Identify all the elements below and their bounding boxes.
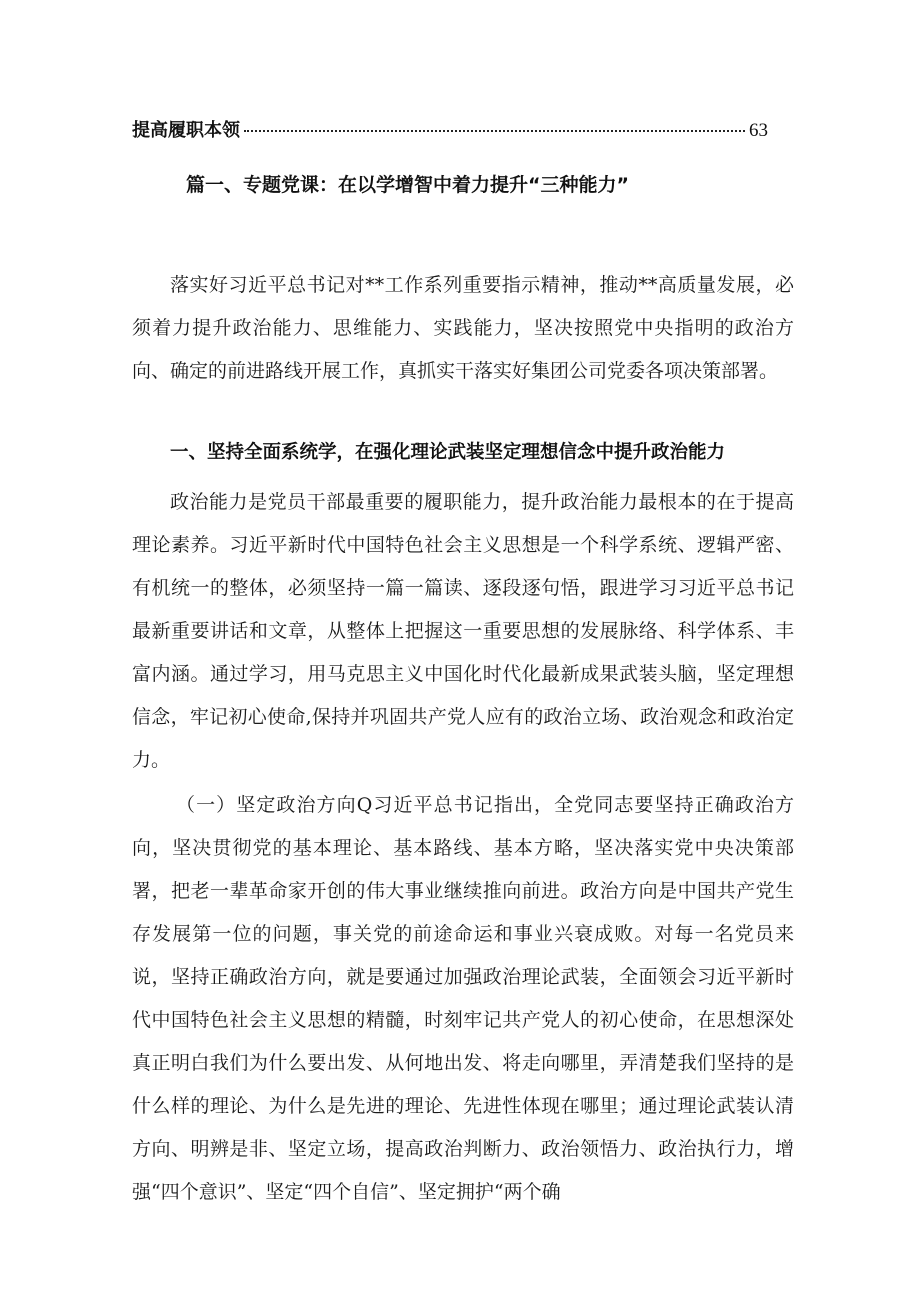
toc-entry-title: 提高履职本领 [132, 120, 240, 141]
section-1-paragraph: 政治能力是党员干部最重要的履职能力，提升政治能力最根本的在于提高理论素养。习近平新时代中国特色社会主义思想是一个科学系统、逻辑严密、有机统一的整体，必须坚持一篇一篇读、逐段逐句悟，跟进学习习近平总书记最新重要讲话和文章，从整体上把握这一重要思想的发展脉络、科学体系、丰富内涵。通过学习，用马克思主义中国化时代化最新成果武装头脑，坚定理想信念，牢记初心使命,保持并巩固共产党人应有的政治立场、政治观念和政治定力。 [132, 491, 794, 771]
toc-entry[interactable] [132, 116, 768, 144]
toc-dot-leader [244, 130, 745, 132]
toc-entry-page-number: 63 [749, 120, 768, 141]
subsection-1-paragraph: （一）坚定政治方向Q习近平总书记指出，全党同志要坚持正确政治方向，坚决贯彻党的基本理论、基本路线、基本方略，坚决落实党中央决策部署，把老一辈革命家开创的伟大事业继续推向前进。政治方向是中国共产党生存发展第一位的问题，事关党的前途命运和事业兴衰成败。对每一名党员来说，坚持正确政治方向，就是要通过加强政治理论武装，全面领会习近平新时代中国特色社会主义思想的精髓，时刻牢记共产党人的初心使命，在思想深处真正明白我们为什么要出发、从何地出发、将走向哪里，弄清楚我们坚持的是什么样的理论、为什么是先进的理论、先进性体现在哪里；通过理论武装认清方向、明辨是非、坚定立场，提高政治判断力、政治领悟力、政治执行力，增强“四个意识”、坚定“四个自信”、坚定拥护“两个确 [132, 794, 794, 1203]
intro-paragraph: 落实好习近平总书记对**工作系列重要指示精神，推动**高质量发展，必须着力提升政治能力、思维能力、实践能力，坚决按照党中央指明的政治方向、确定的前进路线开展工作，真抓实干落实好集团公司党委各项决策部署。 [132, 274, 794, 382]
document-title: 篇一、专题党课：在以学增智中着力提升“三种能力” [186, 174, 629, 196]
section-heading-1: 一、坚持全面系统学，在强化理论武装坚定理想信念中提升政治能力 [170, 442, 726, 463]
